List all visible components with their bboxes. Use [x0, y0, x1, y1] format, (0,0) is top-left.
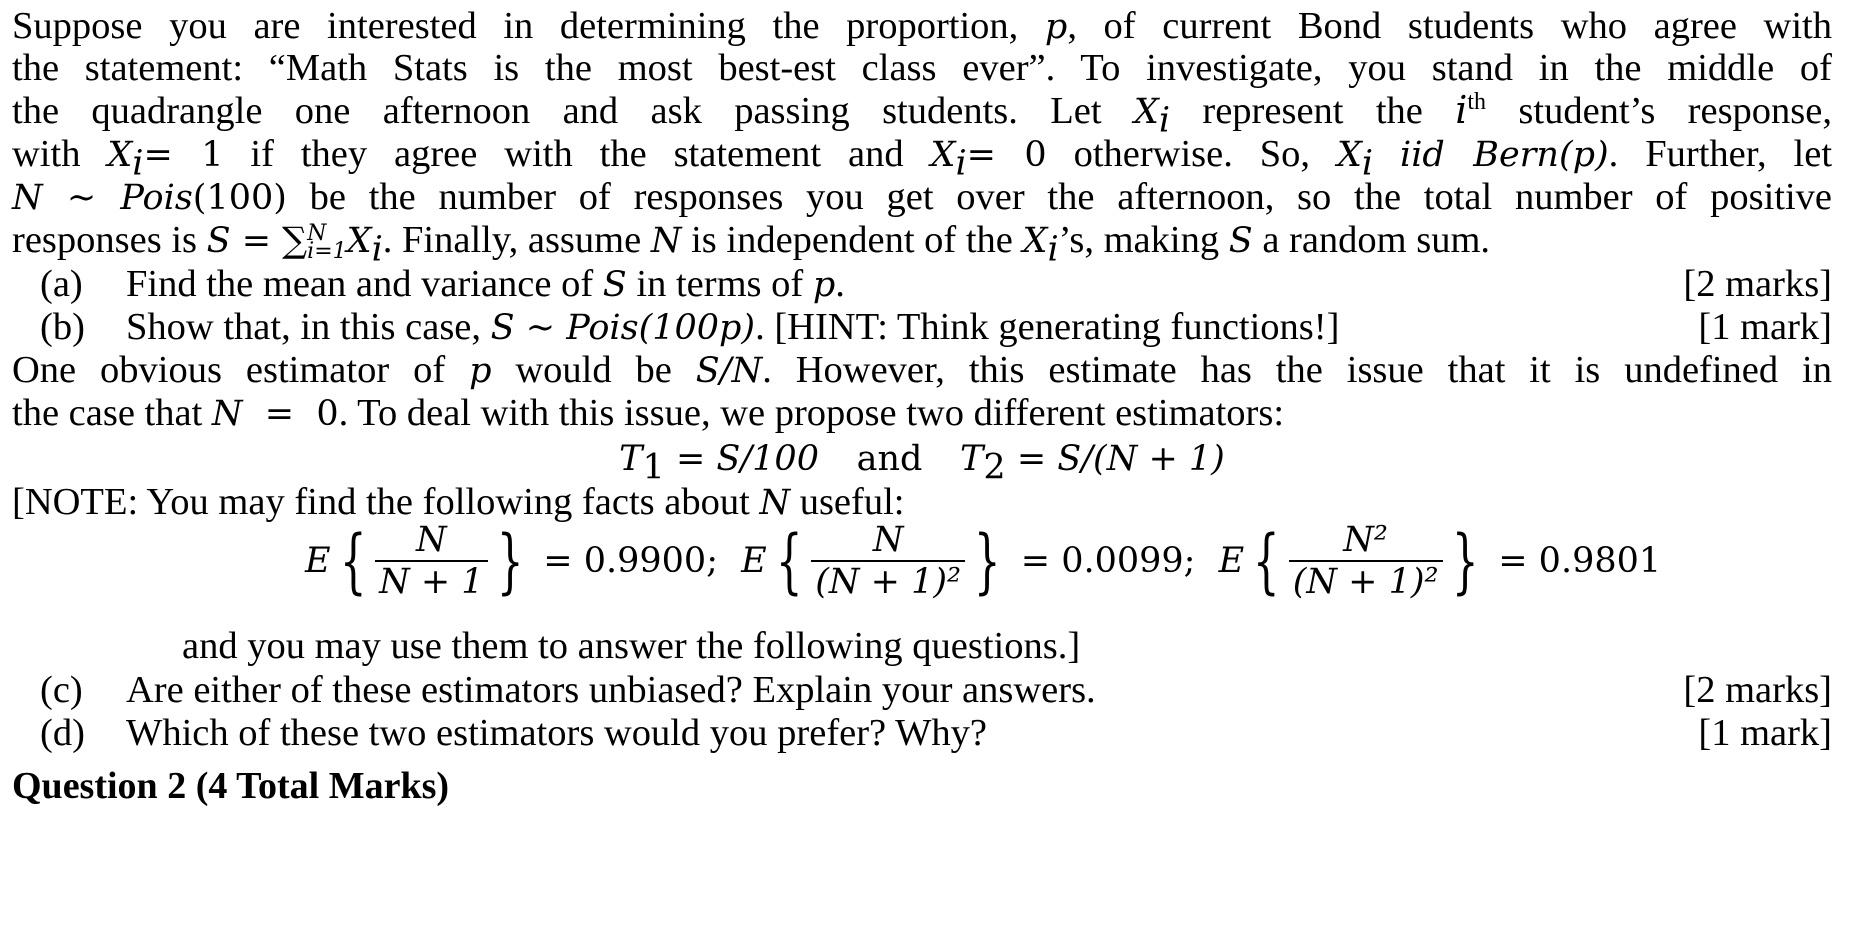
marks: [2 marks]: [1683, 669, 1832, 711]
note-after: and you may use them to answer the following questions.]: [182, 625, 1081, 667]
subscript-1: 1: [642, 447, 665, 488]
expectation-e: E: [741, 541, 767, 581]
right-brace: }: [1451, 520, 1479, 602]
symbol-x: X: [930, 135, 956, 175]
equals-one: = 1: [143, 135, 224, 175]
distribution-formula: S ~ Pois(100p): [490, 308, 756, 348]
question-label: (d): [40, 712, 85, 754]
question-label: (c): [40, 669, 83, 711]
equals-zero: = 0: [242, 394, 339, 434]
value-3: = 0.9801: [1498, 541, 1662, 581]
text: be the number of responses you get over the afternoon, so the total number of positive: [286, 176, 1832, 218]
text: a random sum.: [1252, 219, 1491, 261]
text: One obvious estimator of: [12, 349, 470, 391]
symbol-n: N: [211, 394, 243, 434]
t1-rhs: = S/100: [664, 439, 819, 479]
question-label: (b): [40, 306, 85, 348]
text: Which of these two estimators would you prefer? Why?: [126, 712, 988, 754]
value-2: = 0.0099;: [1020, 541, 1196, 581]
symbol-x: X: [1336, 135, 1362, 175]
symbol-s: S: [1228, 221, 1253, 261]
numerator: N: [872, 520, 904, 560]
intro-line-2: the statement: “Math Stats is the most best-est class ever”. To investigate, you stand in the middle of: [12, 47, 1832, 89]
pois-param: (100): [192, 178, 287, 218]
symbol-p: p: [812, 265, 836, 305]
text: represent the: [1170, 90, 1456, 132]
sum-limits: [307, 221, 347, 265]
text: . To deal with this issue, we propose two different estimators:: [338, 392, 1285, 434]
sum-upper: N: [307, 221, 327, 247]
text: in terms of: [626, 263, 813, 305]
text: , of current Bond students who agree with: [1067, 5, 1833, 47]
text: ’s, making: [1058, 219, 1229, 261]
text: student’s response,: [1486, 90, 1833, 132]
symbol-x: X: [1133, 92, 1159, 132]
text: useful:: [790, 481, 905, 523]
text: .: [835, 263, 845, 305]
text: Are either of these estimators unbiased? Explain your answers.: [126, 669, 1096, 711]
text: Suppose you are interested in determining the proportion,: [12, 5, 1045, 47]
text: Find the mean and variance of: [126, 263, 603, 305]
left-brace: {: [775, 520, 803, 602]
symbol-t1: T: [619, 439, 643, 479]
text: the quadrangle one afternoon and ask passing students. Let: [12, 90, 1134, 132]
denominator: (N + 1)²: [1289, 560, 1443, 602]
superscript-th: th: [1467, 89, 1487, 116]
symbol-s: S: [206, 221, 231, 261]
text: responses is: [12, 219, 207, 261]
fraction-3: [1289, 520, 1443, 602]
text: if they agree with the statement and: [223, 133, 931, 175]
next-question-heading: Question 2 (4 Total Marks): [12, 765, 450, 807]
symbol-n: N: [759, 483, 791, 523]
symbol-p: p: [469, 351, 492, 391]
marks: [1 mark]: [1698, 306, 1832, 348]
subscript-i: i: [1361, 143, 1374, 184]
text: . [HINT: Think generating functions!]: [755, 306, 1340, 348]
expectation-facts: [305, 520, 1661, 602]
symbol-x: X: [346, 221, 372, 261]
sum-sign: = ∑: [230, 221, 308, 261]
iid-bern: iid Bern: [1400, 135, 1559, 175]
value-1: = 0.9900;: [543, 541, 718, 581]
symbol-p: p: [1044, 7, 1068, 47]
numerator: N²: [1343, 520, 1388, 560]
t2-rhs: = S/(N + 1): [1005, 439, 1225, 479]
symbol-x: X: [107, 135, 133, 175]
marks: [2 marks]: [1683, 263, 1832, 305]
right-brace: }: [973, 520, 1001, 602]
subscript-i: i: [955, 143, 967, 184]
denominator: N + 1: [375, 560, 487, 602]
and-word: and: [856, 439, 923, 479]
expectation-e: E: [305, 541, 331, 581]
text: the case that: [12, 392, 212, 434]
symbol-s: S: [602, 265, 627, 305]
text: [NOTE: You may find the following facts about: [12, 481, 760, 523]
text: is independent of the: [681, 219, 1023, 261]
right-brace: }: [496, 520, 524, 602]
tilde: ~: [42, 178, 121, 218]
symbol-x: X: [1022, 221, 1048, 261]
denominator: (N + 1)²: [811, 560, 965, 602]
text: Show that, in this case,: [126, 306, 491, 348]
symbol-i: i: [1455, 88, 1468, 132]
text: . Further, let: [1608, 133, 1833, 175]
symbol-n: N: [12, 178, 43, 218]
subscript-i: i: [132, 143, 144, 184]
symbol-n: N: [650, 221, 682, 261]
text: with: [12, 133, 108, 175]
subscript-i: i: [371, 229, 383, 270]
subscript-2: 2: [983, 447, 1006, 488]
left-brace: {: [1253, 520, 1280, 602]
symbol-s-over-n: S/N: [695, 351, 763, 391]
subscript-i: i: [1158, 100, 1171, 141]
question-d: [40, 707, 1832, 759]
text: would be: [491, 349, 696, 391]
fraction-1: [375, 520, 487, 602]
equals-zero: = 0: [966, 135, 1047, 175]
text: otherwise. So,: [1046, 133, 1337, 175]
text: . However, this estimate has the issue that it is undefined in: [762, 349, 1832, 391]
marks: [1 mark]: [1698, 712, 1832, 754]
numerator: N: [416, 520, 447, 560]
subscript-i: i: [1047, 229, 1059, 270]
pois: Pois: [120, 178, 193, 218]
question-label: (a): [40, 263, 83, 305]
symbol-t2: T: [960, 439, 984, 479]
sum-lower: i=1: [307, 239, 347, 265]
text: . Finally, assume: [382, 219, 651, 261]
expectation-e: E: [1218, 541, 1245, 581]
symbol-p-paren: (p): [1558, 135, 1609, 175]
left-brace: {: [339, 520, 367, 602]
fraction-2: [811, 520, 965, 602]
